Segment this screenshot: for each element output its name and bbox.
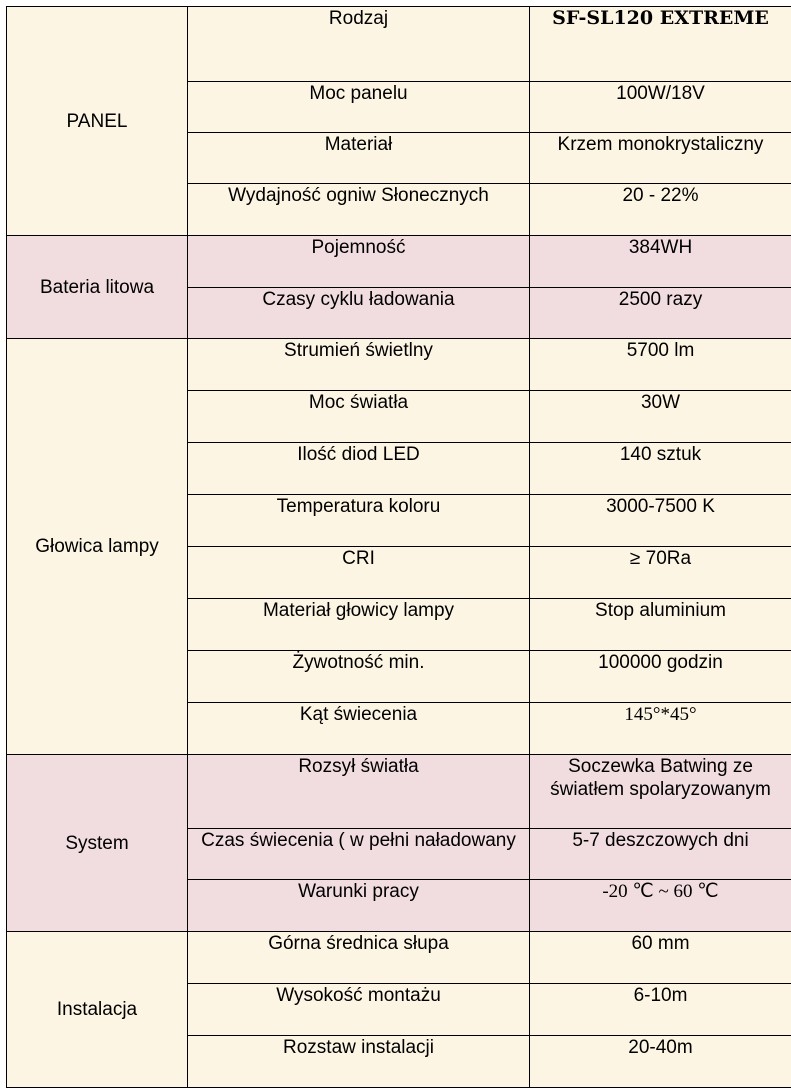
spec-table	[6, 6, 791, 1088]
param-cell: Temperatura koloru	[188, 495, 530, 547]
param-cell: Pojemność	[188, 236, 530, 288]
value-cell: 5700 lm	[530, 339, 791, 391]
value-cell: 100000 godzin	[530, 651, 791, 703]
value-cell: 145°*45°	[530, 703, 791, 755]
group-label-lamp-head: Głowica lampy	[7, 339, 188, 755]
value-cell: 20-40m	[530, 1036, 791, 1088]
value-cell: Stop aluminium	[530, 599, 791, 651]
param-cell: CRI	[188, 547, 530, 599]
value-cell: 20 - 22%	[530, 184, 791, 236]
param-cell: Warunki pracy	[188, 880, 530, 932]
param-cell: Rozstaw instalacji	[188, 1036, 530, 1088]
value-cell: 100W/18V	[530, 82, 791, 133]
value-cell: 384WH	[530, 236, 791, 288]
param-cell: Materiał	[188, 133, 530, 184]
value-cell: -20 ℃ ~ 60 ℃	[530, 880, 791, 932]
param-cell: Moc panelu	[188, 82, 530, 133]
param-cell: Czas świecenia ( w pełni naładowany	[188, 829, 530, 880]
param-cell: Strumień świetlny	[188, 339, 530, 391]
value-cell: 3000-7500 K	[530, 495, 791, 547]
param-cell: Rozsył światła	[188, 755, 530, 829]
value-cell: 5-7 deszczowych dni	[530, 829, 791, 880]
value-cell: 60 mm	[530, 932, 791, 984]
value-cell: 2500 razy	[530, 288, 791, 339]
table-row	[7, 755, 791, 829]
param-cell: Wydajność ogniw Słonecznych	[188, 184, 530, 236]
param-cell: Żywotność min.	[188, 651, 530, 703]
group-label-battery: Bateria litowa	[7, 236, 188, 339]
header-model-label: SF-SL120 EXTREME	[530, 7, 791, 82]
value-cell: ≥ 70Ra	[530, 547, 791, 599]
param-cell: Moc światła	[188, 391, 530, 443]
param-cell: Wysokość montażu	[188, 984, 530, 1036]
table-row	[7, 236, 791, 288]
table-row	[7, 932, 791, 984]
value-cell: 140 sztuk	[530, 443, 791, 495]
header-param-label: Rodzaj	[188, 7, 530, 82]
value-cell: 6-10m	[530, 984, 791, 1036]
value-cell: Soczewka Batwing ze światłem spolaryzowanym	[530, 755, 791, 829]
param-cell: Kąt świecenia	[188, 703, 530, 755]
value-cell: 30W	[530, 391, 791, 443]
param-cell: Ilość diod LED	[188, 443, 530, 495]
param-cell: Górna średnica słupa	[188, 932, 530, 984]
table-row	[7, 7, 791, 82]
group-label-panel: PANEL	[7, 7, 188, 236]
value-cell: Krzem monokrystaliczny	[530, 133, 791, 184]
group-label-system: System	[7, 755, 188, 932]
table-row	[7, 339, 791, 391]
param-cell: Materiał głowicy lampy	[188, 599, 530, 651]
group-label-installation: Instalacja	[7, 932, 188, 1088]
param-cell: Czasy cyklu ładowania	[188, 288, 530, 339]
